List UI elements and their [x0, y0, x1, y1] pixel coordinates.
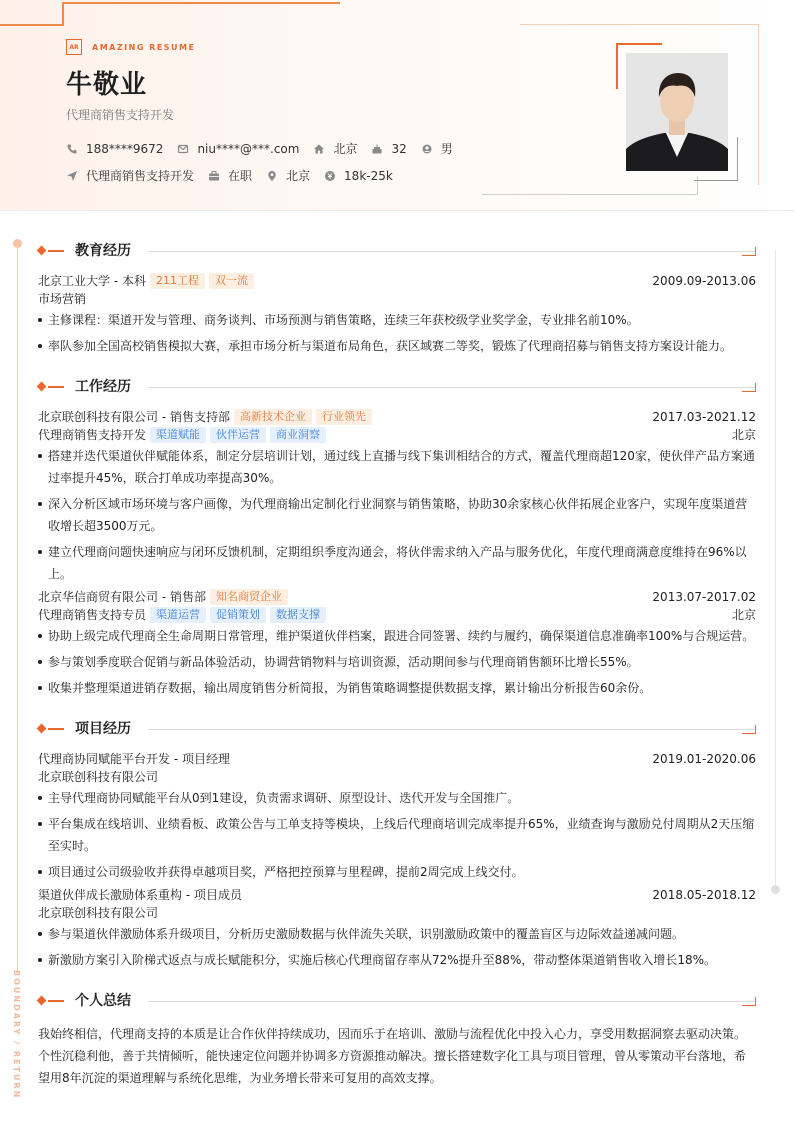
briefcase-icon: [208, 170, 220, 182]
section-header-project: [36, 719, 756, 739]
diamond-icon: [37, 382, 47, 392]
info-salary: [324, 169, 393, 183]
home-text: 北京: [333, 142, 358, 156]
education-header-row: [38, 272, 756, 290]
list-item: 建立代理商问题快速响应与闭环反馈机制，定期组织季度沟通会，将伙伴需求纳入产品与服务优化，年度代理商满意度维持在96%以上。: [38, 541, 756, 585]
list-item: 收集并整理渠道进销存数据，输出周度销售分析简报，为销售策略调整提供数据支撑，累计输出分析报告60余份。: [38, 677, 756, 699]
role-tag: 渠道运营: [150, 607, 206, 623]
divider: [148, 387, 756, 388]
info-email: [177, 142, 299, 156]
logo-mark: AR: [66, 39, 82, 55]
work-company-row: [38, 408, 756, 426]
section-title: 项目经历: [75, 721, 131, 737]
work-company-row: [38, 588, 756, 606]
company-name: 北京联创科技有限公司 - 销售支持部: [38, 410, 230, 424]
project-org: 北京联创科技有限公司: [38, 770, 159, 784]
info-gender: [421, 140, 453, 157]
salary-coin-icon: [324, 170, 336, 182]
job-info-row: [66, 167, 407, 184]
company-tag: 知名商贸企业: [210, 589, 288, 605]
school-name: 北京工业大学 - 本科: [38, 274, 146, 288]
major-name: 市场营销: [38, 292, 87, 306]
info-age: [371, 142, 406, 156]
project-title: 渠道伙伴成长激励体系重构 - 项目成员: [38, 888, 242, 902]
diamond-icon: [37, 246, 47, 256]
decor-corner: [742, 725, 756, 734]
age-text: 32: [391, 141, 407, 156]
company-tag: 高新技术企业: [234, 409, 312, 425]
decor-corner: [742, 997, 756, 1006]
status-text: 在职: [228, 169, 253, 183]
project-title-row: [38, 886, 756, 904]
list-item: 协助上级完成代理商全生命周期日常管理，维护渠道伙伴档案，跟进合同签署、续约与履约，确保渠道信息准确率100%与合规运营。: [38, 625, 756, 647]
side-vertical-text: BOUNDARY / RETURN: [12, 970, 21, 1100]
side-line: [775, 250, 776, 886]
info-phone: [66, 142, 163, 156]
info-location: [266, 167, 310, 184]
company-tag: 行业领先: [316, 409, 372, 425]
info-status: [208, 167, 252, 184]
intent-text: 代理商销售支持开发: [86, 169, 195, 183]
side-dot: [771, 885, 780, 894]
phone-icon: [66, 143, 78, 155]
gender-icon: [421, 143, 433, 155]
work-role-row: [38, 426, 756, 444]
info-home: [313, 140, 357, 157]
list-item: 参与策划季度联合促销与新品体验活动，协调营销物料与培训资源，活动期间参与代理商销售额环比增长55%。: [38, 651, 756, 673]
job-intent-subtitle: 代理商销售支持开发: [66, 108, 175, 122]
school-tag: 双一流: [209, 273, 254, 289]
role-name: 代理商销售支持开发: [38, 428, 147, 442]
list-item: 参与渠道伙伴激励体系升级项目，分析历史激励数据与伙伴流失关联，识别激励政策中的覆盖盲区与边际效益递减问题。: [38, 923, 756, 945]
list-item: 深入分析区域市场环境与客户画像，为代理商输出定制化行业洞察与销售策略，协助30余家核心伙伴拓展企业客户，实现年度渠道营收增长超3500万元。: [38, 493, 756, 537]
gender-text: 男: [440, 142, 453, 156]
location-pin-icon: [266, 170, 278, 182]
work-date: 2013.07-2017.02: [652, 590, 756, 604]
decor-line: [0, 24, 64, 26]
work-city: 北京: [731, 608, 756, 622]
education-date: 2009.09-2013.06: [652, 274, 756, 288]
divider: [148, 251, 756, 252]
role-tag: 渠道赋能: [150, 427, 206, 443]
role-tag: 促销策划: [210, 607, 266, 623]
section-title: 工作经历: [75, 379, 131, 395]
decor-line: [62, 2, 340, 4]
logo-text: AMAZING RESUME: [92, 42, 196, 52]
project-org-row: [38, 904, 756, 922]
project-org: 北京联创科技有限公司: [38, 906, 159, 920]
location-text: 北京: [286, 169, 311, 183]
brand-logo: [66, 39, 195, 55]
divider: [148, 1001, 756, 1002]
home-icon: [313, 143, 325, 155]
work-role-row: [38, 606, 756, 624]
divider: [148, 729, 756, 730]
side-line: [17, 246, 18, 971]
role-tag: 数据支撑: [270, 607, 326, 623]
project-date: 2019.01-2020.06: [652, 752, 756, 766]
decor-line: [48, 386, 64, 388]
list-item: 主修课程：渠道开发与管理、商务谈判、市场预测与销售策略，连续三年获校级学业奖学金，专业排名前10%。: [38, 309, 756, 331]
decor-line: [482, 194, 698, 195]
salary-text: 18k-25k: [344, 168, 393, 183]
diamond-icon: [37, 724, 47, 734]
list-item: 平台集成在线培训、业绩看板、政策公告与工单支持等模块，上线后代理商培训完成率提升65%，业绩查询与激励兑付周期从2天压缩至实时。: [38, 813, 756, 857]
education-major-row: [38, 290, 756, 308]
role-tag: 伙伴运营: [210, 427, 266, 443]
send-icon: [66, 170, 78, 182]
role-tag: 商业洞察: [270, 427, 326, 443]
decor-line: [62, 2, 64, 26]
section-header-education: [36, 241, 756, 261]
company-name: 北京华信商贸有限公司 - 销售部: [38, 590, 206, 604]
diamond-icon: [37, 996, 47, 1006]
project-title-row: [38, 750, 756, 768]
section-header-work: [36, 377, 756, 397]
decor-line: [48, 1000, 64, 1002]
list-item: 主导代理商协同赋能平台从0到1建设，负责需求调研、原型设计、迭代开发与全国推广。: [38, 787, 756, 809]
email-text: niu****@***.com: [197, 141, 300, 156]
info-intent: [66, 167, 194, 184]
work-date: 2017.03-2021.12: [652, 410, 756, 424]
candidate-name: 牛敬业: [66, 70, 148, 100]
project-org-row: [38, 768, 756, 786]
list-item: 搭建并迭代渠道伙伴赋能体系，制定分层培训计划，通过线上直播与线下集训相结合的方式，覆盖代理商超120家，使伙伴产品方案通过率提升45%，联合打单成功率提高30%。: [38, 445, 756, 489]
decor-corner: [742, 383, 756, 392]
decor-line: [48, 728, 64, 730]
school-tag: 211工程: [150, 273, 205, 289]
list-item: 项目通过公司级验收并获得卓越项目奖，严格把控预算与里程碑，提前2周完成上线交付。: [38, 861, 756, 883]
section-title: 教育经历: [75, 243, 131, 259]
project-title: 代理商协同赋能平台开发 - 项目经理: [38, 752, 230, 766]
decor-line: [48, 250, 64, 252]
age-cake-icon: [371, 143, 383, 155]
section-title: 个人总结: [75, 993, 131, 1009]
decor-corner: [742, 247, 756, 256]
avatar-photo: [626, 53, 728, 171]
list-item: 率队参加全国高校销售模拟大赛，承担市场分析与渠道布局角色，获区域赛二等奖，锻炼了代理商招募与销售支持方案设计能力。: [38, 335, 756, 357]
role-name: 代理商销售支持专员: [38, 608, 147, 622]
phone-text: 188****9672: [86, 141, 164, 156]
mail-icon: [177, 143, 189, 155]
summary-text: 我始终相信，代理商支持的本质是让合作伙伴持续成功，因而乐于在培训、激励与流程优化中投入心力，享受用数据洞察去驱动决策。个性沉稳利他，善于共情倾听，能快速定位问题并协调多方资源推动解决。擅长搭建数字化工具与项目管理，曾从零策动平台落地，希望用8年沉淀的渠道理解与系统化思维，为业务增长带来可复用的高效支撑。: [38, 1027, 747, 1085]
resume-header: [0, 0, 794, 211]
contact-info-row: [66, 140, 467, 157]
work-city: 北京: [731, 428, 756, 442]
list-item: 新激励方案引入阶梯式返点与成长赋能积分，实施后核心代理商留存率从72%提升至88%，带动整体渠道销售收入增长18%。: [38, 949, 756, 971]
section-header-summary: [36, 991, 756, 1011]
project-date: 2018.05-2018.12: [652, 888, 756, 902]
